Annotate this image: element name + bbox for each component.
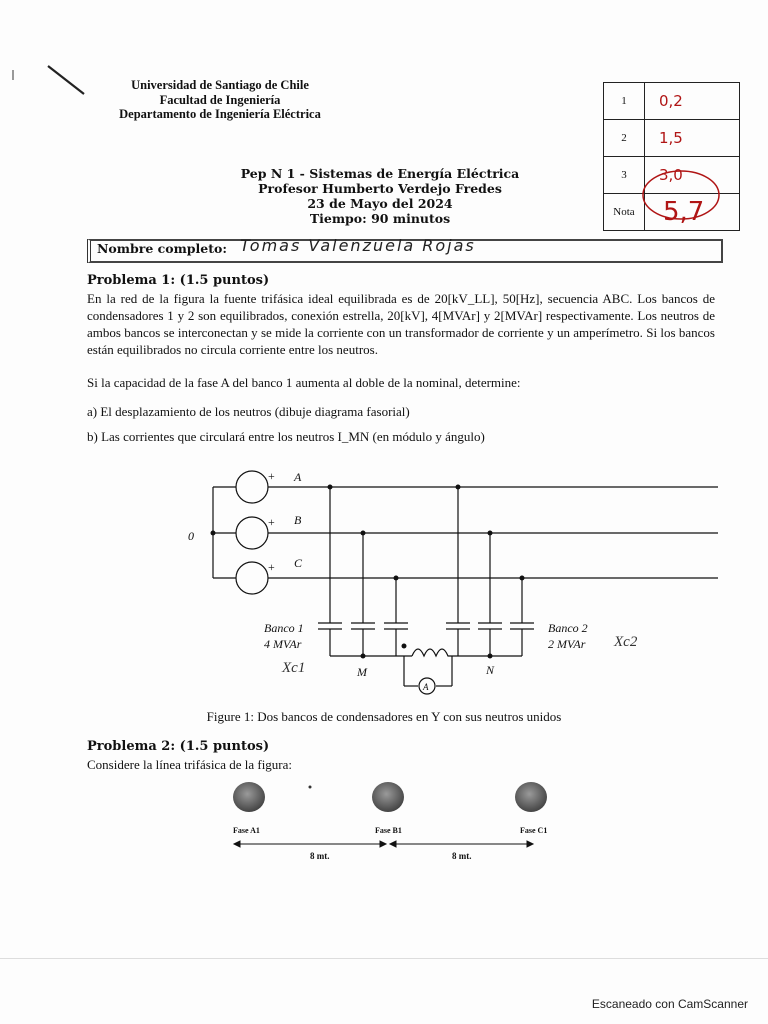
conductor-b <box>372 782 404 812</box>
bank1-rating: 4 MVAr <box>264 637 302 651</box>
name-label: Nombre completo: <box>97 241 227 256</box>
bank1-label: Banco 1 <box>264 621 304 635</box>
problem1-part-b: b) Las corrientes que circulará entre los neutros I_MN (en módulo y ángulo) <box>87 429 485 444</box>
faculty-name: Facultad de Ingeniería <box>159 93 281 107</box>
plus-sign: + <box>268 560 275 574</box>
plus-sign: + <box>268 469 275 483</box>
grade-label: 1 <box>604 83 645 120</box>
problem1-part-a: a) El desplazamiento de los neutros (dibuje diagrama fasorial) <box>87 404 410 419</box>
fase-c1-label: Fase C1 <box>520 826 548 835</box>
grade-row <box>604 120 740 157</box>
phase-b-label: B <box>294 513 302 527</box>
exam-date: 23 de Mayo del 2024 <box>307 196 453 211</box>
problem1-title: Problema 1: (1.5 puntos) <box>87 273 270 288</box>
grade-value: 3,0 <box>645 157 740 194</box>
problem2-paragraph: Considere la línea trifásica de la figura: <box>87 757 293 772</box>
handwritten-xc1: Xc1 <box>282 660 306 676</box>
university-name: Universidad de Santiago de Chile <box>131 78 309 92</box>
problem1-question: Si la capacidad de la fase A del banco 1 aumenta al doble de la nominal, determine: <box>87 375 521 390</box>
node-n-label: N <box>486 663 495 677</box>
camscanner-footer: Escaneado con CamScanner <box>591 997 748 1011</box>
grade-label: 2 <box>604 120 645 157</box>
ammeter-label: A <box>423 682 429 692</box>
phase-a-label: A <box>294 470 302 484</box>
node-m-label: M <box>357 665 367 679</box>
distance-ab-label: 8 mt. <box>310 851 330 861</box>
circuit-diagram <box>0 460 768 700</box>
phase-c-label: C <box>294 556 303 570</box>
bank2-rating: 2 MVAr <box>548 637 586 651</box>
conductor-layout-diagram <box>0 775 768 870</box>
problem2-title: Problema 2: (1.5 puntos) <box>87 739 270 754</box>
exam-professor: Profesor Humberto Verdejo Fredes <box>258 181 502 196</box>
fase-b1-label: Fase B1 <box>375 826 402 835</box>
conductor-a <box>233 782 265 812</box>
exam-title: Pep N 1 - Sistemas de Energía Eléctrica <box>240 166 520 181</box>
grade-label: Nota <box>604 194 645 231</box>
grade-value: 1,5 <box>645 120 740 157</box>
plus-sign: + <box>268 515 275 529</box>
grade-circle <box>636 166 726 224</box>
conductor-c <box>515 782 547 812</box>
final-grade-value: 5,7 <box>645 194 740 231</box>
grade-row <box>604 83 740 120</box>
grade-value: 0,2 <box>645 83 740 120</box>
node-0-label: 0 <box>188 529 194 543</box>
student-name-handwritten: Tomas Valenzuela Rojas <box>240 236 476 255</box>
figure1-caption: Figure 1: Dos bancos de condensadores en Y con sus neutros unidos <box>206 709 562 724</box>
grade-label: 3 <box>604 157 645 194</box>
problem1-paragraph: En la red de la figura la fuente trifásica ideal equilibrada es de 20[kV_LL], 50[Hz], secuencia ABC. Los bancos de condensadores 1 y 2 son equilibrados, conexión estrella, 20[kV], 4[MVAr] y 2[MVAr] respectivamente. Los neutros de ambos bancos se interconectan y se mide la corriente con un transformador de corriente y un amperímetro. Si los bancos están equilibrados no circula corriente entre los neutros. <box>87 291 715 357</box>
scan-edge-line <box>0 958 768 959</box>
exam-time: Tiempo: 90 minutos <box>309 211 451 226</box>
bank2-label: Banco 2 <box>548 621 588 635</box>
distance-bc-label: 8 mt. <box>452 851 472 861</box>
fase-a1-label: Fase A1 <box>233 826 260 835</box>
department-name: Departamento de Ingeniería Eléctrica <box>119 107 321 121</box>
handwritten-xc2: Xc2 <box>614 634 638 650</box>
